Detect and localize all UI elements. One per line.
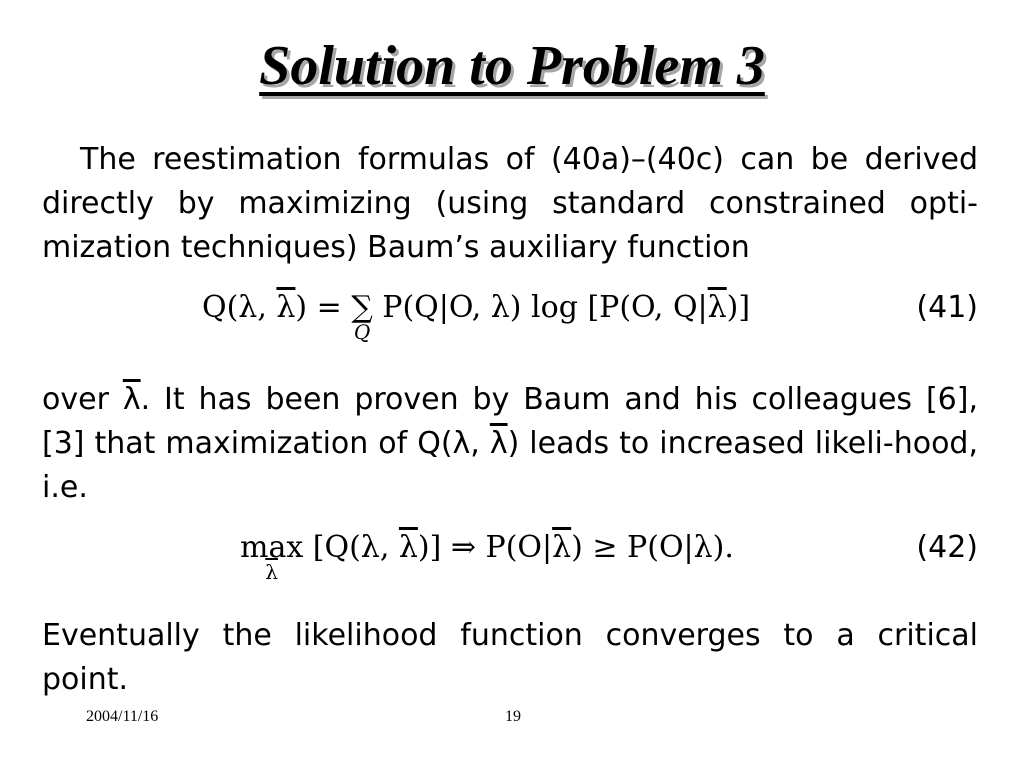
equation-41-number: (41) [916,290,978,325]
eq41-rhs-end: )] [726,290,751,325]
p2-part1: over [42,382,123,417]
equation-41-body [202,286,751,344]
eq42-body-2: )] ⇒ P(O| [417,530,553,565]
p2-lambda-bar: $\overline{\lambda}$ [122,382,141,417]
p2-lambda-bar-2: $\overline{\lambda}$ [489,426,508,461]
eq41-rhs: P(Q|O, λ) log [P(O, Q| [372,290,708,325]
p2-part2: . It has been proven by Baum and his colleagues [6], [3] that maximization of Q(λ, [42,382,978,461]
eq41-lhs-end: ) = [295,290,352,325]
eq42-body-3: ) ≥ P(O|λ). [571,530,734,565]
eq42-lambda-bar-2: $\overline{\lambda}$ [552,530,572,565]
paragraph-baum-proof [42,378,978,510]
paragraph-convergence: Eventually the likelihood function converges to a critical point. [42,618,978,697]
eq42-body-1: [Q(λ, [303,530,399,565]
equation-42-body [240,526,734,584]
equation-41 [42,286,978,346]
eq41-lhs: Q(λ, [202,290,277,325]
max-subscript: $\overline{\lambda}$ [265,560,278,584]
summation [351,286,373,344]
summation-symbol: ∑ [351,290,373,325]
equation-42 [42,526,978,586]
eq41-rhs-lambda-bar: $\overline{\lambda}$ [707,290,727,325]
eq42-lambda-bar: $\overline{\lambda}$ [398,530,418,565]
footer-page-number: 19 [505,708,521,725]
max-operator [240,526,304,584]
equation-42-number: (42) [916,530,978,565]
max-word: max [240,530,304,565]
eq41-lhs-lambda-bar: $\overline{\lambda}$ [276,290,296,325]
summation-index: Q [353,320,371,344]
footer-date: 2004/11/16 [86,708,159,725]
slide-title: Solution to Problem 3 [259,35,765,97]
paragraph-reestimation: The reestimation formulas of (40a)–(40c) can be derived directly by maximizing (using standard constrained opti-mization techniques) Baum’s auxiliary function [42,142,978,265]
p2-part3: ) leads to increased likeli-hood, i.e. [42,426,978,505]
